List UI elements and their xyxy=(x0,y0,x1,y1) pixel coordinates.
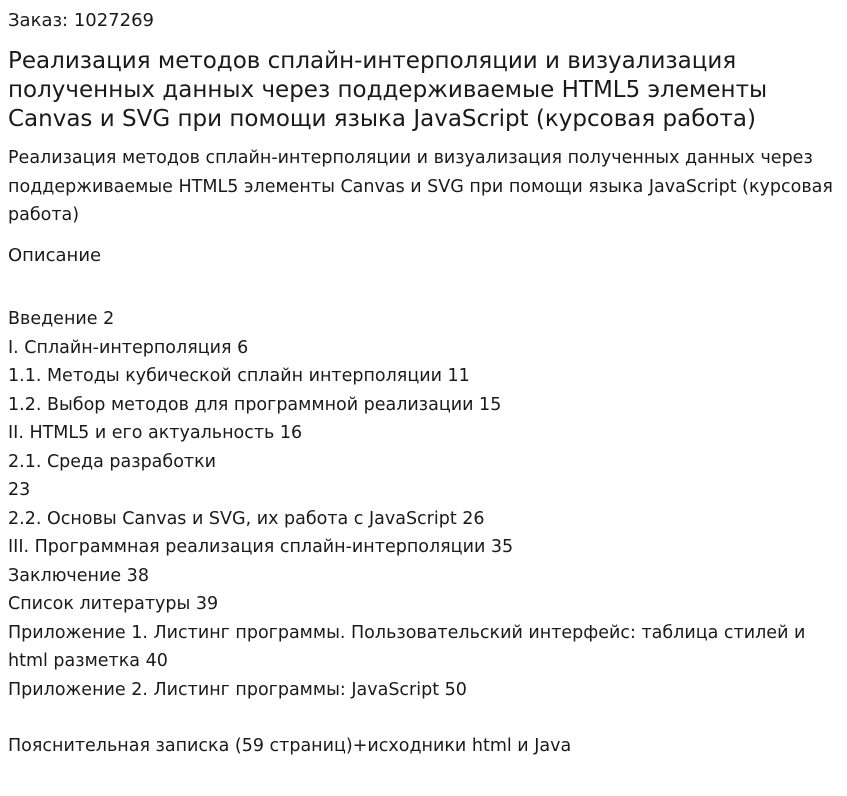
toc-item: 23 xyxy=(8,480,31,500)
toc-item: Заключение 38 xyxy=(8,565,149,586)
toc-item: 2.1. Среда разработки xyxy=(8,451,217,472)
toc-item: Введение 2 xyxy=(8,309,115,329)
toc-item: III. Программная реализация сплайн-интерполяции 35 xyxy=(8,537,514,557)
description-heading: Описание xyxy=(8,245,102,266)
table-of-contents xyxy=(8,305,838,704)
toc-item: Список литературы 39 xyxy=(8,594,219,614)
toc-item: 1.1. Методы кубической сплайн интерполяции 11 xyxy=(8,366,470,386)
toc-item: Приложение 1. Листинг программы. Пользовательский интерфейс: таблица стилей и html разметка 40 xyxy=(8,622,806,671)
document-title: Реализация методов сплайн-интерполяции и визуализация полученных данных через поддерживаемые HTML5 элементы Canvas и SVG при помощи языка JavaScript (курсовая работа) xyxy=(8,48,768,132)
toc-item: Приложение 2. Листинг программы: JavaScript 50 xyxy=(8,679,467,700)
toc-item: 1.2. Выбор методов для программной реализации 15 xyxy=(8,394,502,415)
toc-item: 2.2. Основы Canvas и SVG, их работа с JavaScript 26 xyxy=(8,508,485,529)
order-number: Заказ: 1027269 xyxy=(8,10,154,31)
toc-item: II. HTML5 и его актуальность 16 xyxy=(8,423,303,443)
document-subtitle: Реализация методов сплайн-интерполяции и визуализация полученных данных через поддерживаемые HTML5 элементы Canvas и SVG при помощи языка JavaScript (курсовая работа) xyxy=(8,148,833,225)
toc-item: I. Сплайн-интерполяция 6 xyxy=(8,337,249,358)
explanatory-note: Пояснительная записка (59 страниц)+исходники html и Java xyxy=(8,736,572,756)
